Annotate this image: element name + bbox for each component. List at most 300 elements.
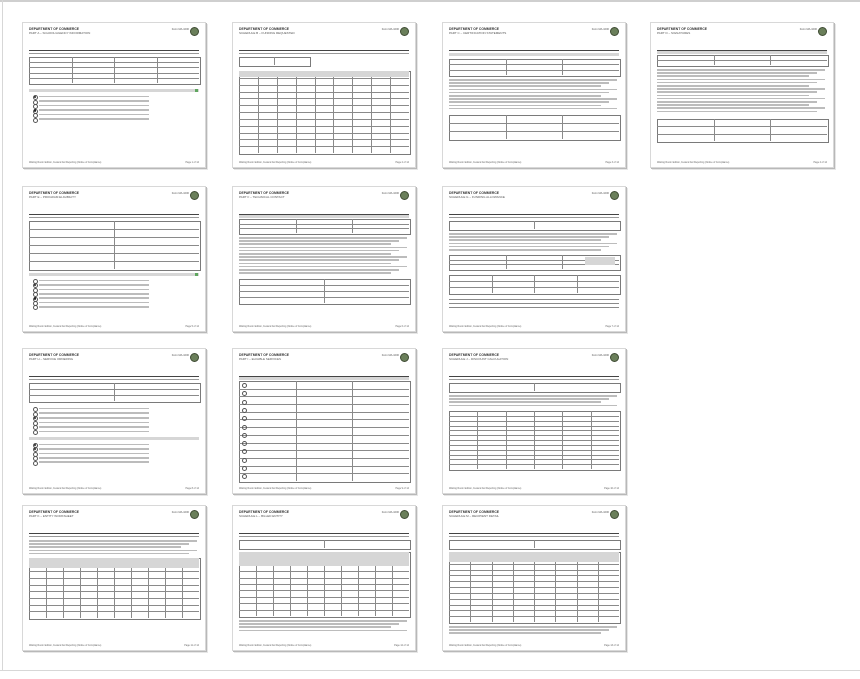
section-heading: SCHEDULE M – RECIPIENT DETAIL: [449, 514, 500, 518]
radio-option: [242, 383, 247, 388]
table-column-line: [114, 383, 115, 401]
text-block: [239, 243, 391, 245]
text-block: [239, 247, 407, 249]
table-row-line: [239, 603, 409, 604]
form-code: Form MA-1000: [591, 28, 609, 31]
table-row-line: [239, 578, 409, 579]
section-rule: [29, 536, 199, 537]
header-rule: [29, 533, 199, 534]
option-text: [39, 431, 149, 433]
option-text: [39, 448, 149, 450]
column-header: [449, 552, 619, 562]
table-row-line: [449, 445, 619, 446]
agency-seal-icon: [610, 510, 619, 519]
form-table: [449, 275, 621, 295]
page-header: [239, 191, 409, 213]
text-block: [449, 401, 601, 403]
page-footer-text: Waiting Room Edition, Federal Aid Reporting (Notice of Compliance): [239, 161, 312, 164]
form-table: [239, 279, 411, 305]
option-text: [39, 412, 149, 414]
shaded-cell: [585, 257, 615, 265]
header-rule: [449, 376, 619, 377]
page-thumbnail[interactable]: [232, 22, 416, 168]
table-row-line: [239, 146, 409, 147]
section-rule: [449, 536, 619, 537]
text-block: [239, 253, 391, 255]
page-number: Page 5 of 14: [185, 325, 199, 328]
viewer-top-border: [0, 0, 860, 2]
text-block: [449, 98, 617, 100]
table-row-line: [29, 78, 199, 79]
text-block: [657, 75, 809, 77]
table-row-line: [239, 133, 409, 134]
section-rule: [449, 217, 619, 218]
table-column-line: [562, 115, 563, 139]
text-block: [449, 92, 609, 94]
page-header: [449, 353, 619, 375]
form-code: Form MA-1000: [171, 354, 189, 357]
option-text: [39, 293, 149, 295]
form-title: DEPARTMENT OF COMMERCE: [29, 27, 80, 31]
page-footer-text: Waiting Room Edition, Federal Aid Reporting (Notice of Compliance): [449, 487, 522, 490]
radio-option: [242, 400, 247, 405]
table-row-line: [29, 571, 199, 572]
table-row-line: [449, 575, 619, 576]
table-row-line: [29, 585, 199, 586]
form-table: [29, 57, 201, 85]
form-table: [239, 71, 411, 155]
radio-option: [242, 408, 247, 413]
page-footer-text: Waiting Room Edition, Federal Aid Reporting (Notice of Compliance): [449, 161, 522, 164]
text-block: [657, 72, 817, 74]
table-row-line: [239, 126, 409, 127]
table-row-line: [449, 287, 619, 288]
agency-seal-icon: [400, 191, 409, 200]
text-block: [449, 626, 617, 628]
table-row-line: [449, 281, 619, 282]
page-number: Page 10 of 14: [604, 487, 619, 490]
text-block: [449, 249, 601, 251]
form-code: Form MA-1000: [381, 192, 399, 195]
table-column-line: [352, 219, 353, 233]
text-block: [657, 107, 825, 109]
text-block: [449, 89, 617, 91]
agency-seal-icon: [610, 27, 619, 36]
radio-option: [242, 458, 247, 463]
table-row-line: [29, 67, 199, 68]
section-heading: PART D – SIGNATURES: [657, 31, 691, 35]
form-table: [449, 540, 621, 550]
form-title: DEPARTMENT OF COMMERCE: [449, 27, 500, 31]
table-column-line: [157, 57, 158, 83]
section-header: [29, 89, 199, 92]
text-block: [239, 259, 399, 261]
option-text: [39, 105, 149, 107]
table-column-line: [534, 540, 535, 548]
table-row-line: [449, 587, 619, 588]
table-column-line: [296, 219, 297, 233]
text-block: [449, 395, 617, 397]
table-row-line: [449, 605, 619, 606]
page-thumbnail[interactable]: [232, 505, 416, 651]
section-heading: SCHEDULE B – FUNDING REQUESTED: [239, 31, 295, 35]
text-block: [239, 623, 399, 625]
text-block: [657, 104, 809, 106]
text-block: [657, 79, 825, 81]
table-row-line: [29, 605, 199, 606]
option-text: [39, 96, 149, 98]
radio-selected-dot: [34, 109, 37, 112]
page-header: [29, 353, 199, 375]
form-code: Form MA-1000: [799, 28, 817, 31]
section-heading: PART C – CERTIFICATION STATEMENTS: [449, 31, 507, 35]
table-column-line: [714, 119, 715, 141]
table-row-line: [239, 228, 409, 229]
page-thumbnail[interactable]: [442, 505, 626, 651]
option-text: [39, 289, 149, 291]
page-header: [239, 27, 409, 49]
page-thumbnail[interactable]: [442, 186, 626, 332]
section-rule: [239, 53, 409, 54]
radio-option: [33, 118, 38, 123]
table-row-line: [239, 450, 409, 451]
page-header: [449, 191, 619, 213]
table-column-line: [534, 383, 535, 391]
text-block: [239, 626, 391, 628]
page-number: Page 12 of 14: [394, 644, 409, 647]
form-table: [449, 115, 621, 141]
table-row-line: [239, 412, 409, 413]
table-row-line: [239, 590, 409, 591]
table-column-line: [534, 221, 535, 229]
page-footer-text: Waiting Room Edition, Federal Aid Reporting (Notice of Compliance): [29, 161, 102, 164]
column-header: [239, 552, 409, 566]
table-column-line: [562, 255, 563, 269]
page-number: Page 4 of 14: [813, 161, 827, 164]
table-column-line: [114, 57, 115, 83]
text-block: [239, 240, 399, 242]
table-row-line: [239, 404, 409, 405]
option-text: [39, 444, 149, 446]
table-row-line: [449, 440, 619, 441]
page-header: [29, 510, 199, 532]
section-heading: SCHEDULE L – BILLED ENTITY: [239, 514, 283, 518]
table-row-line: [449, 581, 619, 582]
table-column-line: [274, 57, 275, 65]
section-header: [239, 377, 409, 380]
agency-seal-icon: [190, 27, 199, 36]
form-title: DEPARTMENT OF COMMERCE: [449, 510, 500, 514]
radio-selected-dot: [34, 444, 37, 447]
text-block: [449, 108, 617, 110]
table-column-line: [492, 275, 493, 293]
option-text: [39, 422, 149, 424]
form-code: Form MA-1000: [171, 28, 189, 31]
form-code: Form MA-1000: [381, 354, 399, 357]
page-thumbnail[interactable]: [442, 348, 626, 494]
section-heading: PART A – SCHOOL/AGENCY INFORMATION: [29, 31, 91, 35]
text-block: [239, 256, 407, 258]
section-rule: [29, 217, 199, 218]
option-text: [39, 280, 149, 282]
table-row-line: [29, 73, 199, 74]
table-row-line: [449, 610, 619, 611]
table-column-line: [534, 275, 535, 293]
table-row-line: [449, 426, 619, 427]
radio-option: [33, 305, 38, 310]
text-block: [239, 250, 399, 252]
form-title: DEPARTMENT OF COMMERCE: [239, 353, 290, 357]
radio-option: [33, 461, 38, 466]
page-thumbnail[interactable]: [22, 22, 206, 168]
page-number: Page 13 of 14: [604, 644, 619, 647]
viewer-left-border: [2, 0, 3, 670]
table-row-line: [239, 443, 409, 444]
table-row-line: [449, 616, 619, 617]
section-heading: PART K – ENTITY WORKSHEET: [29, 514, 74, 518]
text-block: [449, 243, 617, 245]
page-number: Page 3 of 14: [605, 161, 619, 164]
text-block: [239, 266, 407, 268]
page-number: Page 9 of 14: [395, 487, 409, 490]
table-row-line: [239, 597, 409, 598]
table-row-line: [29, 253, 199, 254]
page-number: Page 2 of 14: [395, 161, 409, 164]
table-row-line: [29, 395, 199, 396]
form-table: [239, 219, 411, 235]
table-row-line: [239, 78, 409, 79]
table-row-line: [449, 416, 619, 417]
text-block: [449, 95, 601, 97]
form-code: Form MA-1000: [591, 354, 609, 357]
option-text: [39, 306, 149, 308]
table-column-line: [577, 275, 578, 293]
viewer-bottom-border: [0, 670, 860, 671]
page-header: [239, 510, 409, 532]
radio-option: [33, 430, 38, 435]
text-block: [657, 85, 809, 87]
table-column-line: [72, 57, 73, 83]
section-heading: PART I – ELIGIBLE SERVICES: [239, 357, 281, 361]
text-block: [657, 95, 809, 97]
section-header: [239, 215, 409, 218]
section-heading: PART H – SERVICE ORDERING: [29, 357, 74, 361]
form-table: [239, 57, 311, 67]
option-text: [39, 100, 149, 102]
table-row-line: [239, 396, 409, 397]
option-text: [39, 302, 149, 304]
table-row-line: [239, 297, 409, 298]
option-text: [39, 417, 149, 419]
text-block: [29, 546, 181, 548]
page-thumbnail[interactable]: [22, 348, 206, 494]
form-table: [449, 221, 621, 231]
table-row-line: [449, 421, 619, 422]
text-block: [449, 105, 601, 107]
text-block: [449, 101, 609, 103]
table-row-line: [449, 430, 619, 431]
form-code: Form MA-1000: [171, 511, 189, 514]
agency-seal-icon: [400, 510, 409, 519]
column-header: [29, 558, 199, 568]
text-block: [239, 630, 407, 632]
form-code: Form MA-1000: [171, 192, 189, 195]
option-text: [39, 457, 149, 459]
table-row-line: [449, 599, 619, 600]
table-row-line: [449, 564, 619, 565]
page-thumbnail[interactable]: [650, 22, 834, 168]
table-row-line: [239, 105, 409, 106]
page-footer-text: Waiting Room Edition, Federal Aid Reporting (Notice of Compliance): [29, 487, 102, 490]
section-heading: PART F – TECHNICAL CONTACT: [239, 195, 285, 199]
table-row-line: [239, 584, 409, 585]
table-row-line: [449, 64, 619, 65]
form-table: [29, 383, 201, 403]
table-row-line: [657, 60, 827, 61]
header-rule: [449, 50, 619, 51]
text-block: [29, 540, 197, 542]
table-row-line: [29, 598, 199, 599]
text-block: [29, 550, 197, 552]
table-row-line: [449, 455, 619, 456]
text-block: [449, 239, 601, 241]
form-title: DEPARTMENT OF COMMERCE: [29, 510, 80, 514]
radio-selected-dot: [34, 96, 37, 99]
radio-option: [242, 466, 247, 471]
form-code: Form MA-1000: [591, 511, 609, 514]
text-block: [449, 629, 609, 631]
section-rule: [449, 379, 619, 380]
text-block: [449, 398, 609, 400]
header-rule: [29, 214, 199, 215]
section-rule: [29, 53, 199, 54]
table-row-line: [239, 98, 409, 99]
agency-seal-icon: [400, 353, 409, 362]
column-header: [239, 71, 409, 77]
highlight-marker: [195, 273, 198, 276]
option-text: [39, 453, 149, 455]
table-row-line: [239, 291, 409, 292]
table-row-line: [239, 610, 409, 611]
option-text: [39, 118, 149, 120]
option-text: [39, 461, 149, 463]
text-block: [239, 263, 391, 265]
table-row-line: [239, 224, 409, 225]
text-block: [657, 69, 825, 71]
table-row-line: [29, 261, 199, 262]
section-heading: SCHEDULE J – DISCOUNT CALCULATION: [449, 357, 509, 361]
header-rule: [29, 50, 199, 51]
table-row-line: [29, 389, 199, 390]
page-number: Page 1 of 14: [185, 161, 199, 164]
table-column-line: [324, 540, 325, 548]
text-block: [657, 88, 825, 90]
header-rule: [239, 50, 409, 51]
page-header: [239, 353, 409, 375]
text-block: [29, 553, 189, 555]
section-rule: [29, 379, 199, 380]
text-block: [449, 79, 617, 81]
text-block: [29, 543, 189, 545]
page-number: Page 7 of 14: [605, 325, 619, 328]
form-table: [449, 383, 621, 393]
table-row-line: [239, 419, 409, 420]
page-thumbnail[interactable]: [232, 186, 416, 332]
page-number: Page 6 of 14: [395, 325, 409, 328]
text-block: [657, 82, 817, 84]
table-row-line: [239, 112, 409, 113]
section-heading: SCHEDULE G – FUNDING ALLOWANCE: [449, 195, 505, 199]
section-heading: PART E – PROGRAM ELIGIBILITY: [29, 195, 77, 199]
text-block: [239, 269, 399, 271]
page-header: [449, 510, 619, 532]
table-row-line: [449, 70, 619, 71]
text-block: [239, 237, 407, 239]
page-footer-text: Waiting Room Edition, Federal Aid Reporting (Notice of Compliance): [657, 161, 730, 164]
table-column-line: [506, 115, 507, 139]
section-header: [449, 53, 619, 56]
text-block: [449, 405, 617, 407]
text-block: [657, 111, 817, 113]
page-header: [449, 27, 619, 49]
form-title: DEPARTMENT OF COMMERCE: [449, 353, 500, 357]
section-header: [657, 51, 827, 54]
form-code: Form MA-1000: [381, 28, 399, 31]
table-row-line: [239, 435, 409, 436]
table-column-line: [506, 255, 507, 269]
table-row-line: [657, 126, 827, 127]
table-row-line: [239, 427, 409, 428]
option-text: [39, 408, 149, 410]
table-row-line: [29, 578, 199, 579]
section-header: [29, 273, 199, 276]
table-row-line: [449, 593, 619, 594]
form-line: [449, 299, 619, 300]
table-column-line: [562, 59, 563, 75]
page-footer-text: Waiting Room Edition, Federal Aid Reporting (Notice of Compliance): [449, 644, 522, 647]
form-line: [449, 307, 619, 308]
text-block: [449, 632, 601, 634]
highlight-marker: [195, 89, 198, 92]
option-text: [39, 284, 149, 286]
radio-option: [242, 433, 247, 438]
table-row-line: [657, 134, 827, 135]
form-code: Form MA-1000: [381, 511, 399, 514]
text-block: [449, 246, 609, 248]
text-block: [449, 82, 609, 84]
form-title: DEPARTMENT OF COMMERCE: [449, 191, 500, 195]
table-row-line: [449, 131, 619, 132]
page-thumbnail[interactable]: [442, 22, 626, 168]
page-thumbnail[interactable]: [22, 505, 206, 651]
page-header: [29, 191, 199, 213]
text-block: [449, 236, 609, 238]
text-block: [449, 233, 617, 235]
form-table: [239, 540, 411, 550]
table-row-line: [449, 435, 619, 436]
table-row-line: [239, 92, 409, 93]
page-header: [657, 27, 827, 49]
header-rule: [239, 533, 409, 534]
page-thumbnail[interactable]: [232, 348, 416, 494]
text-block: [657, 98, 825, 100]
page-footer-text: Waiting Room Edition, Federal Aid Reporting (Notice of Compliance): [449, 325, 522, 328]
page-thumbnail[interactable]: [22, 186, 206, 332]
header-rule: [29, 376, 199, 377]
agency-seal-icon: [610, 353, 619, 362]
option-text: [39, 114, 149, 116]
table-column-line: [506, 59, 507, 75]
